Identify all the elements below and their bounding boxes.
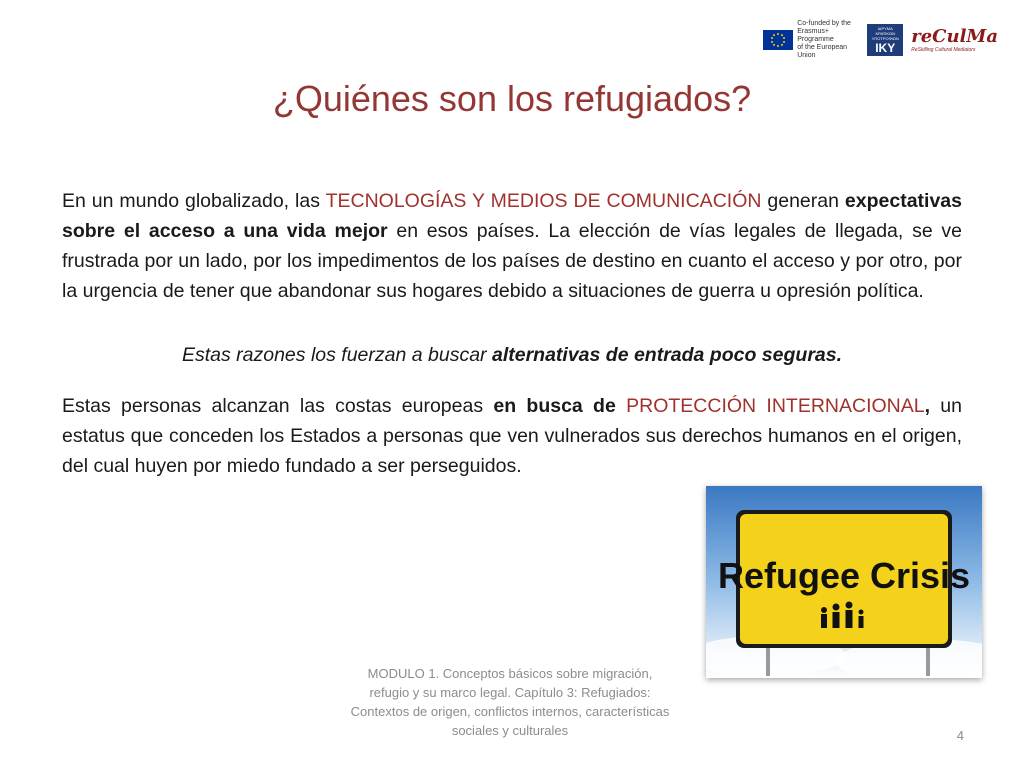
header-logos (763, 20, 998, 60)
highlight-international-protection: PROTECCIÓN INTERNACIONAL (626, 395, 925, 417)
page-number: 4 (956, 728, 964, 743)
paragraph-globalization: En un mundo globalizado, las TECNOLOGÍAS Y MEDIOS DE COMUNICACIÓN generan expectativas sobre el acceso a una vida mejor en esos países. La elección de vías legales de llegada, se ve frustrada por un lado, por los impedimentos de los países de destino en cuanto el acceso y por otro, por la urgencia de tener que abandonar sus hogares debido a situaciones de guerra u opresión política. (62, 190, 963, 302)
eu-flag-icon (763, 30, 793, 50)
sign-text: Refugee Crisis (717, 555, 971, 596)
footer-module-note: MODULO 1. Conceptos básicos sobre migración, refugio y su marco legal. Capítulo 3: Refugiados: Contextos de origen, conflictos internos, características sociales y culturales (350, 666, 670, 738)
highlight-technologies: TECNOLOGÍAS Y MEDIOS DE COMUNICACIÓN (325, 190, 762, 212)
slide-title: ¿Quiénes son los refugiados? (272, 78, 752, 119)
iky-logo: ΙΔΡΥΜΑ ΚΡΑΤΙΚΩΝ ΥΠΟΤΡΟΦΙΩΝ IKY (867, 24, 903, 56)
paragraph-protection: Estas personas alcanzan las costas europeas en busca de PROTECCIÓN INTERNACIONAL, un estatus que conceden los Estados a personas que ven vulnerados sus derechos humanos en el origen, del cual huyen por miedo fundado a ser perseguidos. (62, 395, 962, 477)
italic-conclusion: Estas razones los fuerzan a buscar alternativas de entrada poco seguras. (181, 344, 843, 366)
reculma-logo: reCulMa ReSkilling Cultural Mediators (911, 26, 998, 53)
refugee-crisis-sign-image (706, 486, 982, 678)
bold-expectations: expectativas sobre el acceso a una vida mejor (62, 190, 962, 242)
erasmus-logo: Co-funded by the Erasmus+ Programme of the European Union (763, 20, 859, 60)
